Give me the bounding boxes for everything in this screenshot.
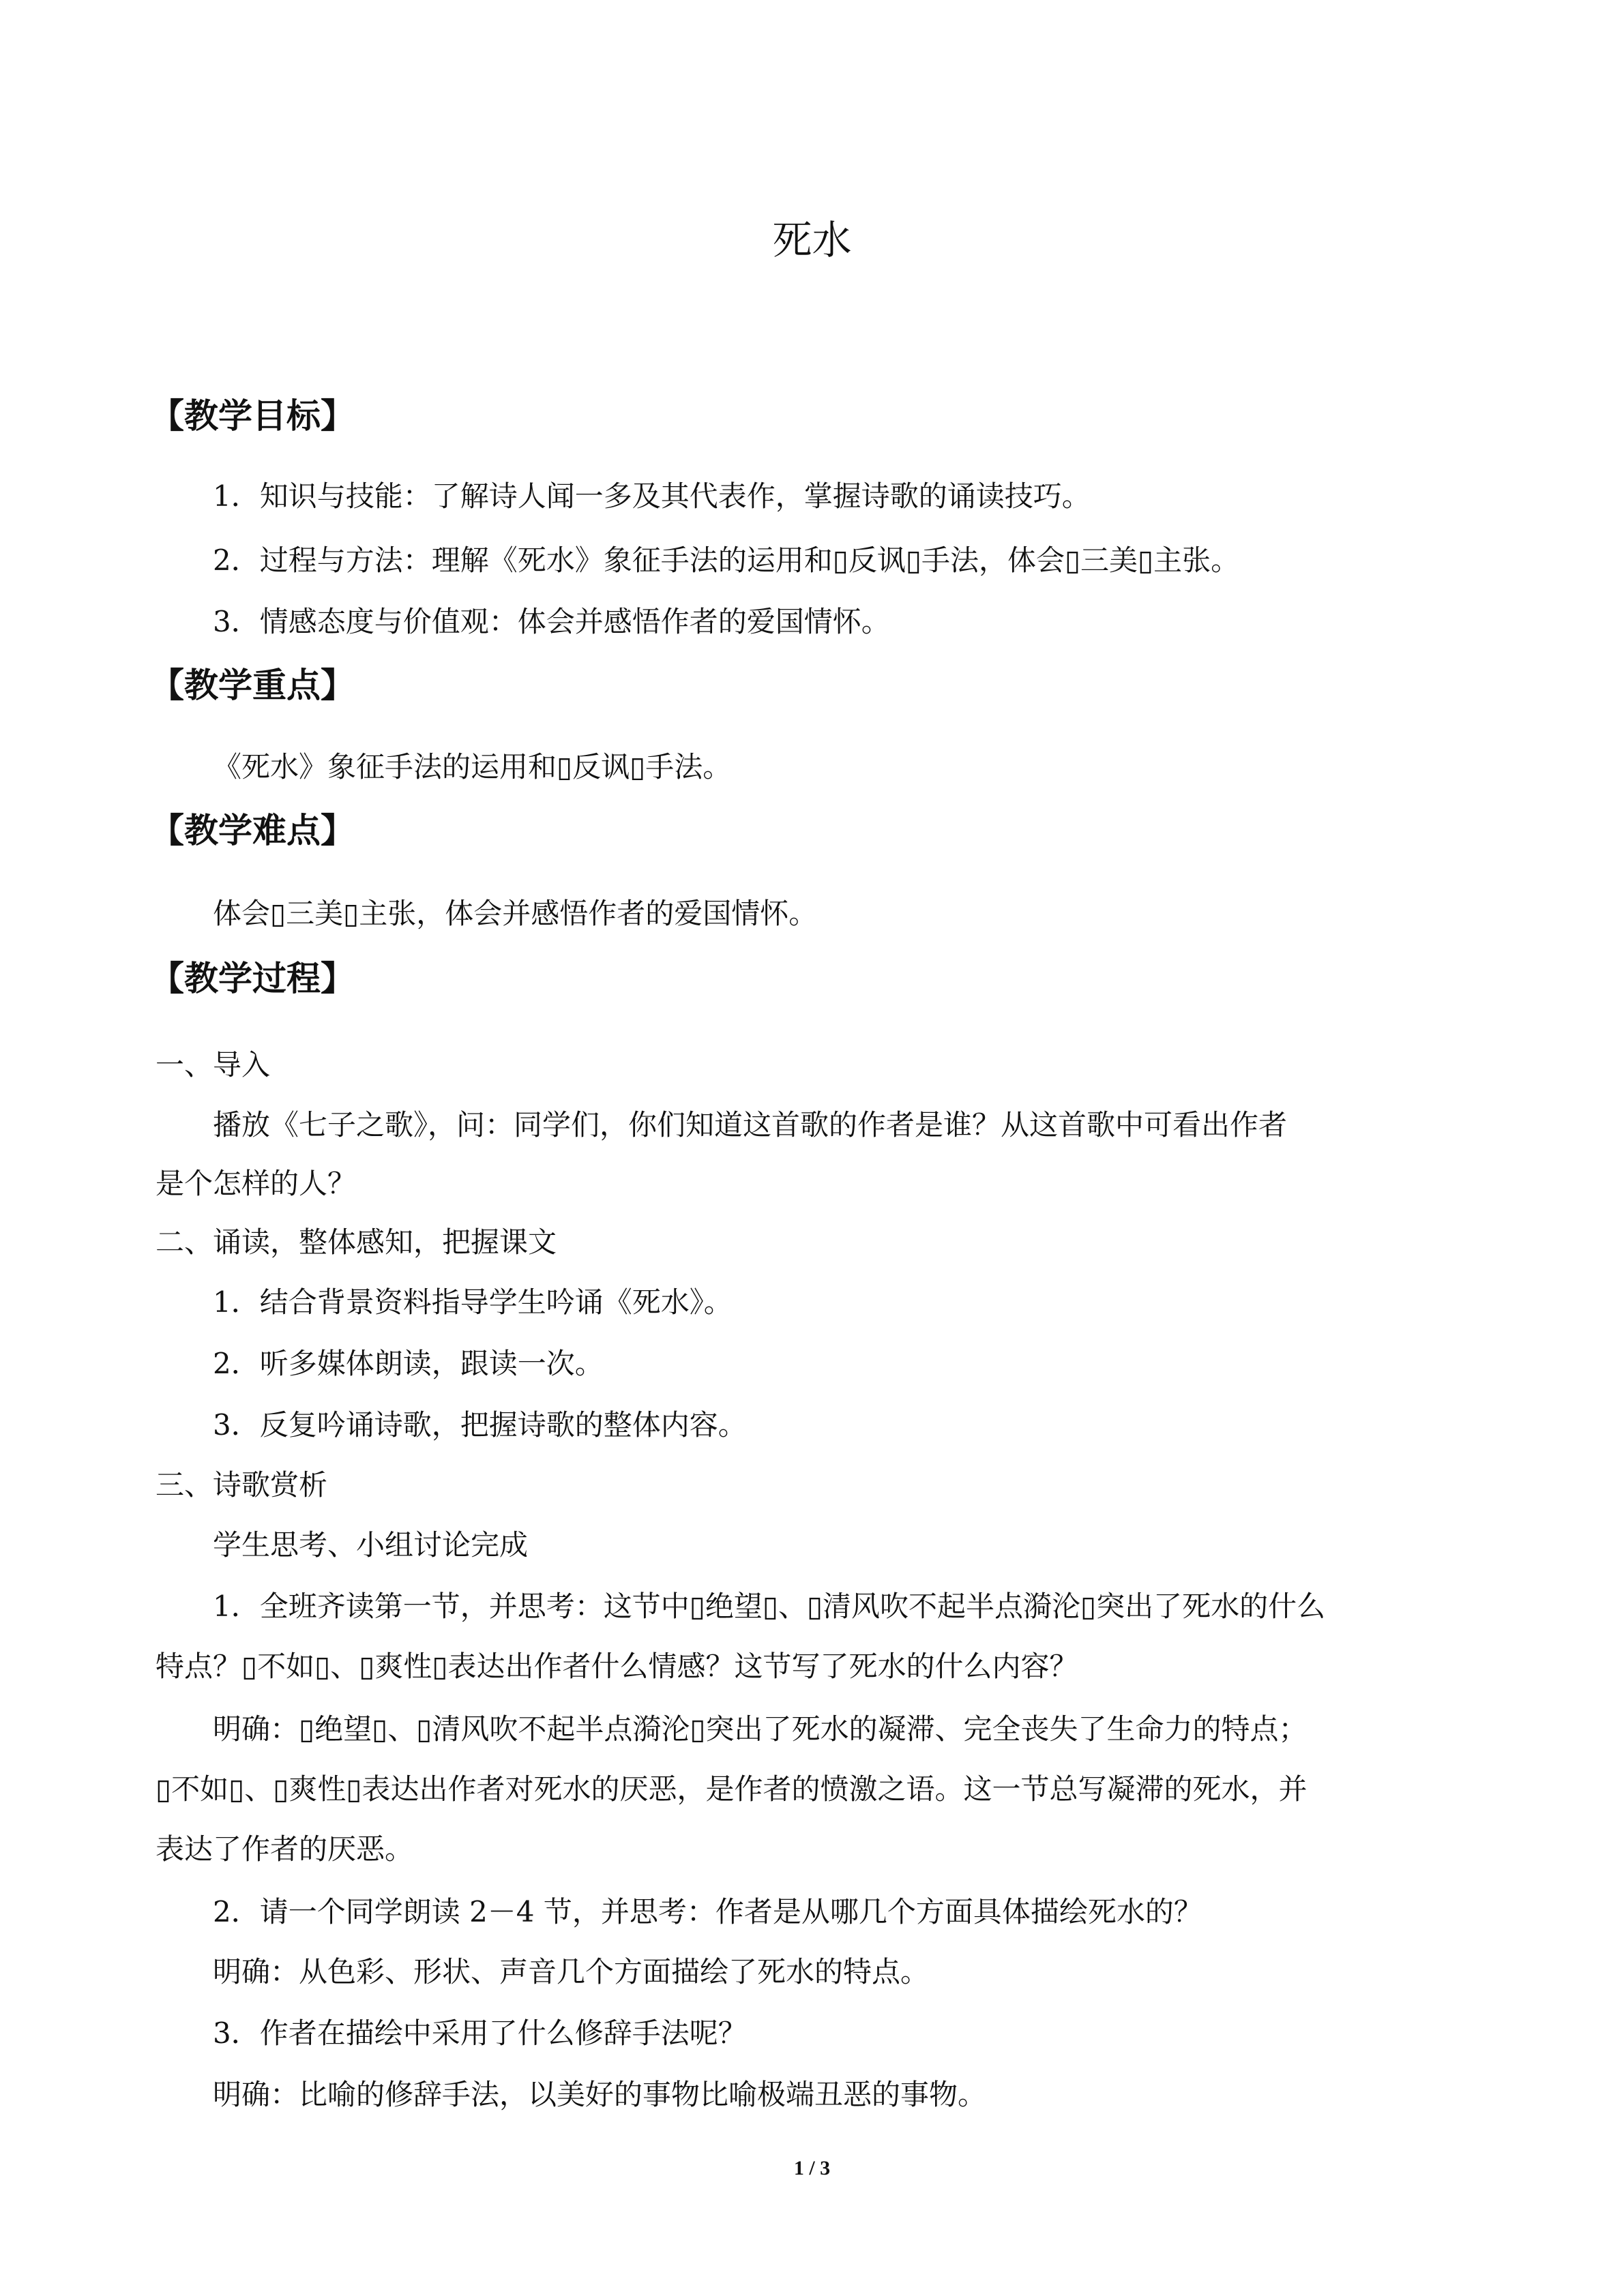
key-points-text: 《死水》象征手法的运用和▯反讽▯手法。 bbox=[213, 750, 732, 784]
heading-objectives: 【教学目标】 bbox=[150, 396, 355, 436]
part1-title: 一、导入 bbox=[156, 1048, 271, 1082]
objective-item-2: 2．过程与方法：理解《死水》象征手法的运用和▯反讽▯手法，体会▯三美▯主张。 bbox=[213, 543, 1240, 577]
part1-text-line-1: 播放《七子之歌》，问：同学们，你们知道这首歌的作者是谁？从这首歌中可看出作者 bbox=[213, 1108, 1288, 1142]
objective-item-3: 3．情感态度与价值观：体会并感悟作者的爱国情怀。 bbox=[213, 605, 890, 638]
part3-a1-line-3: 表达了作者的厌恶。 bbox=[156, 1832, 414, 1866]
heading-process: 【教学过程】 bbox=[150, 959, 355, 998]
part2-item-2: 2．听多媒体朗读，跟读一次。 bbox=[213, 1347, 604, 1380]
part3-q3: 3．作者在描绘中采用了什么修辞手法呢？ bbox=[213, 2016, 747, 2050]
document-title: 死水 bbox=[772, 217, 852, 263]
part3-q1-line-1: 1．全班齐读第一节，并思考：这节中▯绝望▯、▯清风吹不起半点漪沦▯突出了死水的什么 bbox=[213, 1590, 1326, 1623]
heading-key-points: 【教学重点】 bbox=[150, 666, 355, 705]
part3-q2: 2．请一个同学朗读 2－4 节，并思考：作者是从哪几个方面具体描绘死水的？ bbox=[213, 1895, 1202, 1928]
page-number: 1 / 3 bbox=[793, 2157, 831, 2179]
part3-intro: 学生思考、小组讨论完成 bbox=[213, 1528, 529, 1562]
part1-text-line-2: 是个怎样的人？ bbox=[156, 1167, 357, 1200]
part3-title: 三、诗歌赏析 bbox=[156, 1468, 328, 1502]
difficulties-text: 体会▯三美▯主张，体会并感悟作者的爱国情怀。 bbox=[213, 897, 818, 930]
part3-a3: 明确：比喻的修辞手法，以美好的事物比喻极端丑恶的事物。 bbox=[213, 2078, 987, 2111]
part3-a2: 明确：从色彩、形状、声音几个方面描绘了死水的特点。 bbox=[213, 1955, 930, 1988]
objective-item-1: 1．知识与技能：了解诗人闻一多及其代表作，掌握诗歌的诵读技巧。 bbox=[213, 479, 1091, 513]
part2-item-3: 3．反复吟诵诗歌，把握诗歌的整体内容。 bbox=[213, 1408, 747, 1442]
part3-q1-line-2: 特点？▯不如▯、▯爽性▯表达出作者什么情感？这节写了死水的什么内容？ bbox=[156, 1650, 1078, 1683]
part2-item-1: 1．结合背景资料指导学生吟诵《死水》。 bbox=[213, 1285, 733, 1319]
part3-a1-line-2: ▯不如▯、▯爽性▯表达出作者对死水的厌恶，是作者的愤激之语。这一节总写凝滞的死水，并 bbox=[156, 1772, 1308, 1806]
part3-a1-line-1: 明确：▯绝望▯、▯清风吹不起半点漪沦▯突出了死水的凝滞、完全丧失了生命力的特点； bbox=[213, 1712, 1308, 1746]
part2-title: 二、诵读，整体感知，把握课文 bbox=[156, 1225, 557, 1259]
heading-difficulties: 【教学难点】 bbox=[150, 811, 355, 850]
